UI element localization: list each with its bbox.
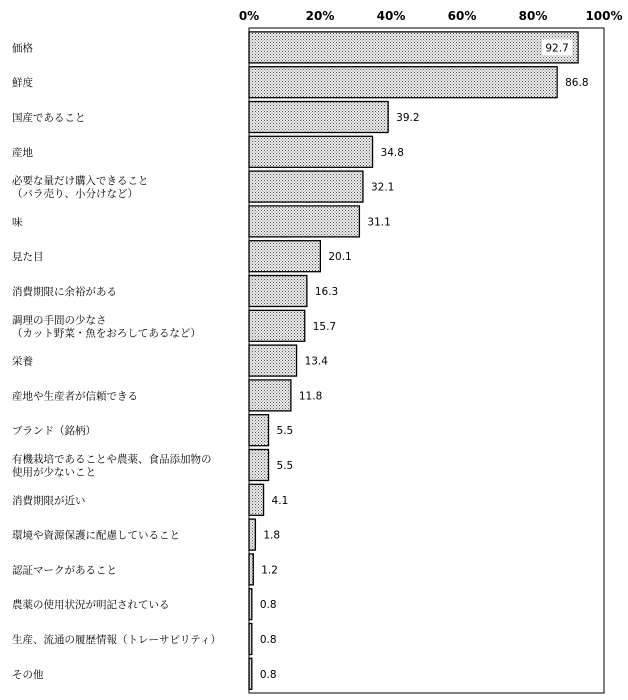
value-label: 1.2 [261, 564, 278, 577]
x-axis-ticks [239, 9, 623, 23]
bar [249, 450, 269, 481]
bar [249, 171, 363, 202]
value-label: 86.8 [565, 77, 589, 90]
bar [249, 310, 305, 341]
bar [249, 241, 320, 272]
bar [249, 624, 252, 655]
bar [249, 519, 255, 550]
value-label: 4.1 [271, 494, 289, 507]
x-tick-label: 40% [376, 9, 406, 23]
x-tick-label: 100% [585, 9, 623, 23]
category-label: 認証マークがあること [12, 564, 117, 577]
category-label: 環境や資源保護に配慮していること [12, 529, 180, 542]
value-label: 0.8 [259, 634, 277, 646]
category-label: 必要な量だけ購入できること（バラ売り、小分けなど） [12, 175, 149, 201]
bar [249, 380, 291, 411]
value-label: 13.4 [304, 355, 328, 368]
value-labels [260, 39, 589, 680]
value-label: 15.7 [312, 320, 337, 333]
bar [249, 102, 388, 133]
bar [249, 484, 264, 515]
bar [249, 658, 252, 689]
category-label: 価格 [12, 42, 33, 55]
category-label: 鮮度 [12, 77, 33, 90]
bar [249, 32, 578, 63]
value-label: 1.8 [263, 529, 281, 542]
category-label: 産地や生産者が信頼できる [12, 390, 138, 403]
category-label: 生産、流通の履歴情報（トレーサビリティ） [12, 634, 221, 646]
category-label: 産地 [12, 146, 33, 159]
value-label: 11.8 [298, 390, 323, 403]
category-label: ブランド（銘柄） [12, 425, 96, 438]
category-labels [12, 41, 221, 680]
bars-group [249, 32, 578, 689]
value-label: 0.8 [259, 668, 277, 681]
x-tick-label: 60% [447, 9, 477, 23]
category-label: 消費期限が近い [12, 494, 86, 507]
category-label: 調理の手間の少なさ（カット野菜・魚をおろしてあるなど） [12, 314, 201, 340]
value-label: 34.8 [380, 146, 404, 159]
value-label: 92.7 [545, 42, 569, 55]
category-label: 栄養 [12, 355, 33, 368]
category-label: 消費期限に余裕がある [12, 286, 117, 298]
category-label: 見た目 [12, 251, 44, 264]
value-label: 32.1 [370, 181, 395, 194]
bar [249, 415, 269, 446]
bar [249, 554, 253, 585]
category-label: 味 [12, 216, 23, 229]
bar [249, 345, 297, 376]
bar [249, 589, 252, 620]
value-label: 0.8 [259, 599, 277, 612]
bar [249, 67, 557, 98]
category-label: 農薬の使用状況が明記されている [12, 599, 170, 612]
x-tick-label: 80% [518, 9, 548, 23]
bar [249, 206, 359, 237]
value-label: 5.5 [276, 425, 294, 438]
value-label: 16.3 [314, 286, 339, 298]
x-tick-label: 20% [305, 9, 335, 23]
category-label: 国産であること [12, 112, 86, 124]
value-label: 5.5 [276, 460, 294, 472]
bar [249, 276, 307, 307]
x-tick-label: 0% [238, 9, 260, 23]
value-label: 31.1 [367, 216, 391, 229]
bar [249, 136, 373, 167]
category-label: 有機栽培であることや農薬、食品添加物の使用が少ないこと [12, 453, 212, 479]
value-label: 39.2 [396, 112, 420, 124]
value-label: 20.1 [328, 251, 352, 264]
category-label: その他 [12, 668, 44, 681]
